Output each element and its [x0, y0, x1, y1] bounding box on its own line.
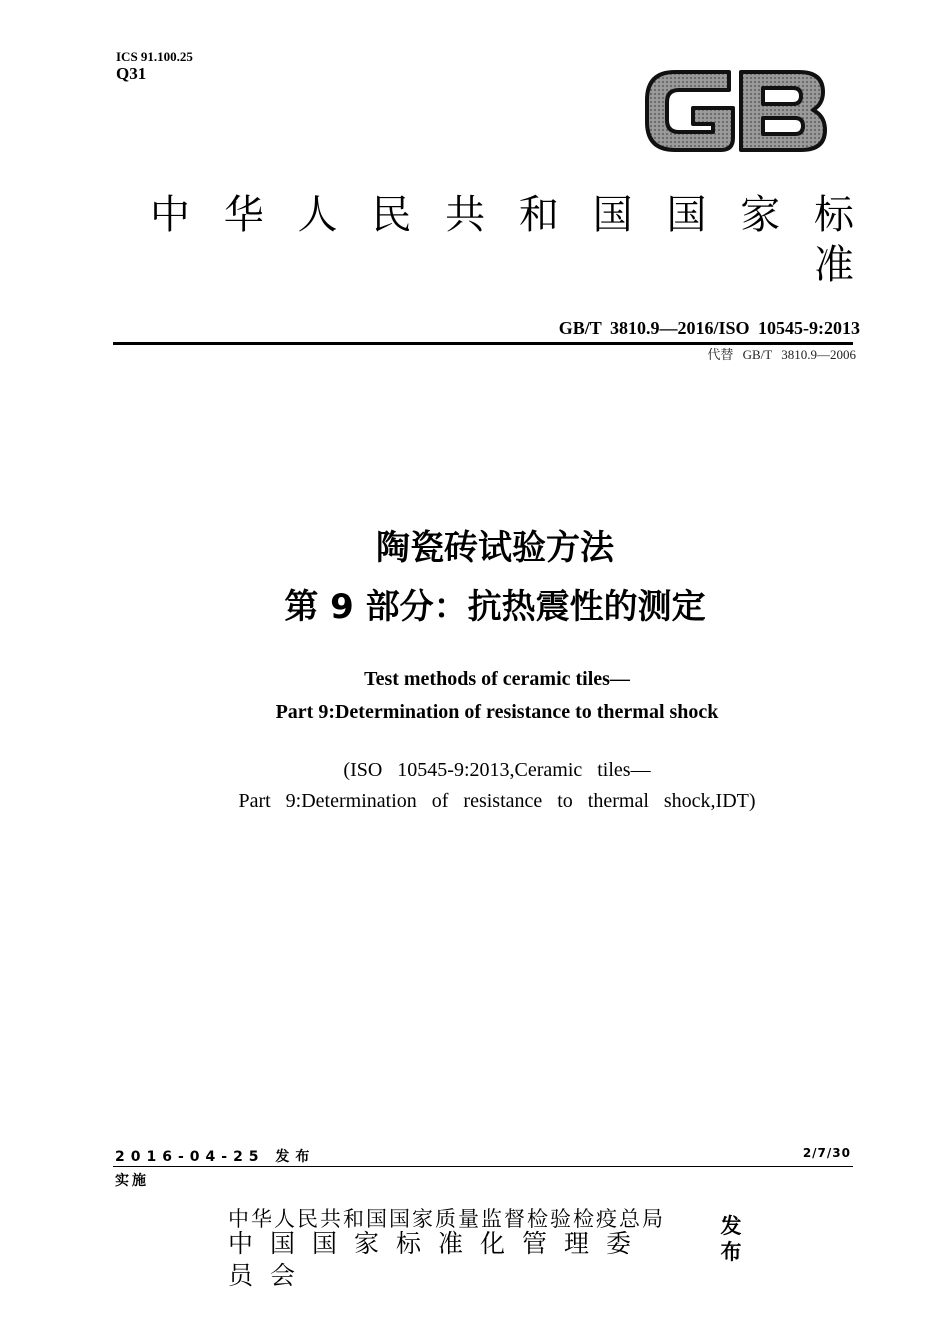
chinese-title-line-1: 陶瓷砖试验方法	[376, 528, 614, 568]
replaces-standard: 代替 GB/T 3810.9—2006	[707, 347, 856, 362]
ics-code: ICS 91.100.25	[116, 49, 193, 64]
issuer-sac: 中国国家标准化管理委员会	[228, 1229, 649, 1290]
national-standard-title: 中华人民共和国国家标准	[150, 192, 885, 288]
chinese-title-line-2: 第 9 部分：抗热震性的测定	[284, 587, 706, 627]
date-row	[113, 1144, 853, 1167]
implementation-label: 实施	[115, 1173, 149, 1189]
issuer-aqsiq: 中华人民共和国国家质量监督检验检疫总局	[228, 1207, 665, 1231]
ccs-code: Q31	[116, 64, 147, 83]
gb-logo	[641, 60, 831, 160]
english-title-line-1: Test methods of ceramic tiles—	[364, 668, 630, 690]
issue-label: 发布	[720, 1214, 742, 1264]
implementation-date: 2/7/30	[802, 1146, 851, 1160]
english-title-line-2: Part 9:Determination of resistance to thermal shock	[275, 701, 719, 723]
iso-reference-line-2: Part 9:Determination of resistance to thermal shock,IDT)	[238, 790, 756, 812]
issue-date: 2016-04-25 发布	[115, 1149, 316, 1165]
iso-reference-line-1: (ISO 10545-9:2013,Ceramic tiles—	[343, 759, 651, 781]
standard-number: GB/T 3810.9—2016/ISO 10545-9:2013	[558, 318, 860, 338]
